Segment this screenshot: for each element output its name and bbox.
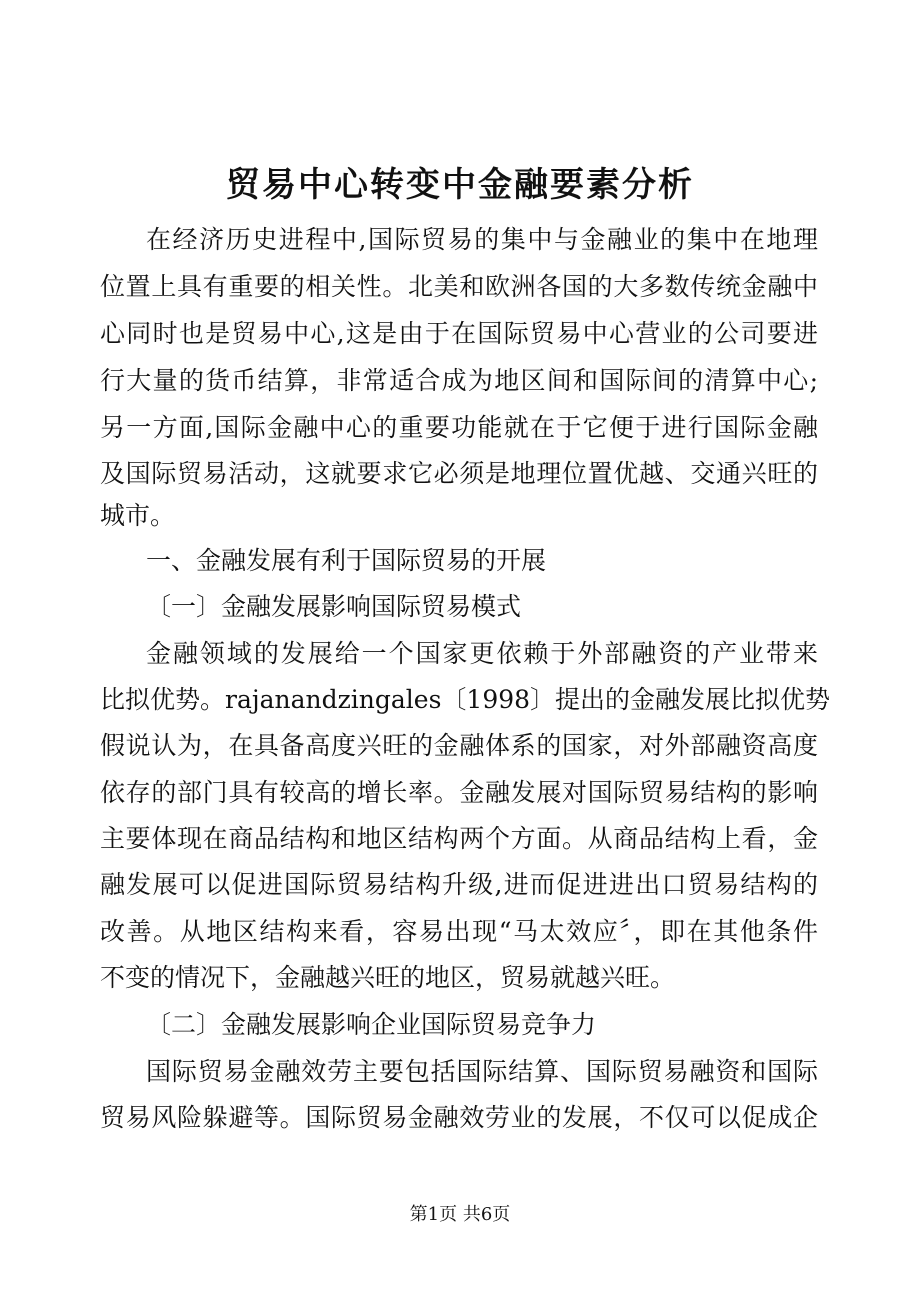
subsection-heading: 〔一〕金融发展影响国际贸易模式 — [146, 592, 522, 621]
subsection-heading: 〔二〕金融发展影响企业国际贸易竞争力 — [146, 1010, 597, 1039]
page-footer: 第1页 共6页 — [409, 1204, 511, 1225]
text-line: 依存的部门具有较高的增长率。金融发展对国际贸易结构的影响 — [100, 778, 818, 807]
text-line: 行大量的货币结算，非常适合成为地区间和国际间的清算中心; — [100, 366, 818, 395]
text-line: 金融领域的发展给一个国家更依赖于外部融资的产业带来 — [146, 639, 818, 668]
text-line: 及国际贸易活动，这就要求它必须是地理位置优越、交通兴旺的 — [100, 459, 818, 488]
text-line: 主要体现在商品结构和地区结构两个方面。从商品结构上看，金 — [100, 824, 818, 853]
text-line: 城市。 — [100, 501, 176, 530]
text-line: 另一方面,国际金融中心的重要功能就在于它便于进行国际金融 — [100, 413, 818, 442]
text-line: 改善。从地区结构来看，容易出现“马太效应〞，即在其他条件 — [100, 917, 818, 946]
text-line: 在经济历史进程中,国际贸易的集中与金融业的集中在地理 — [146, 225, 818, 254]
section-heading: 一、金融发展有利于国际贸易的开展 — [146, 546, 547, 575]
text-line: 心同时也是贸易中心,这是由于在国际贸易中心营业的公司要进 — [100, 319, 818, 348]
text-line: 假说认为，在具备高度兴旺的金融体系的国家，对外部融资高度 — [100, 731, 818, 760]
text-line: 不变的情况下，金融越兴旺的地区，贸易就越兴旺。 — [100, 963, 676, 992]
text-line: 融发展可以促进国际贸易结构升级,进而促进进出口贸易结构的 — [100, 870, 818, 899]
document-title: 贸易中心转变中金融要素分析 — [226, 165, 694, 205]
text-line: 贸易风险躲避等。国际贸易金融效劳业的发展，不仅可以促成企 — [100, 1103, 818, 1132]
text-line: 国际贸易金融效劳主要包括国际结算、国际贸易融资和国际 — [146, 1057, 818, 1086]
text-line: 位置上具有重要的相关性。北美和欧洲各国的大多数传统金融中 — [100, 272, 818, 301]
text-line: 比拟优势。rajanandzingales〔1998〕提出的金融发展比拟优势 — [100, 685, 831, 714]
